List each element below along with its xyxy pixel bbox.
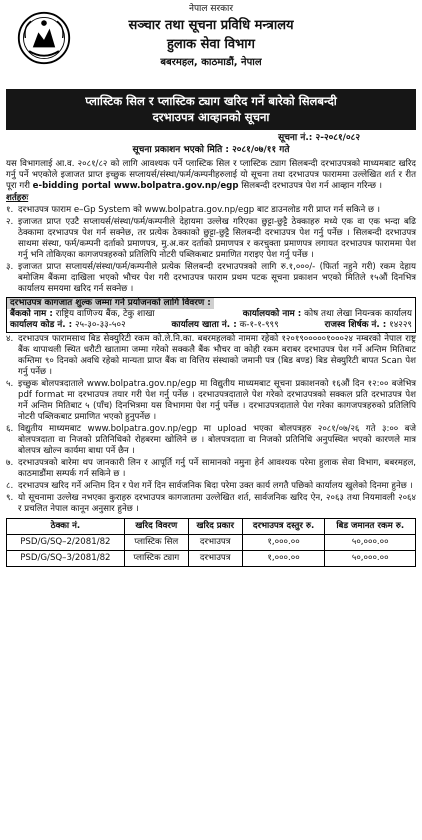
item-number: ९. <box>6 492 14 503</box>
cell-fee: १,०००.०० <box>242 550 325 566</box>
list-item <box>6 458 416 480</box>
list-item <box>6 262 416 295</box>
list-item <box>6 493 416 515</box>
fee-row <box>7 320 415 331</box>
address: बबरमहल, काठमाडौं, नेपाल <box>160 56 262 68</box>
revenue-info <box>325 320 412 331</box>
col-header-contract-no: ठेक्का नं. <box>7 518 125 534</box>
table-header-row <box>7 518 416 534</box>
item-text: दरभाउपत्र खरिद गर्ने अन्तिम दिन र पेश गर्ने दिन सार्वजनिक बिदा परेमा उक्त कार्य लगतै पछिको कार्यालय खुलेको दिनमा हुनेछ । <box>18 480 413 491</box>
item-number: ३. <box>6 261 14 272</box>
office-label: कार्यालयको नाम : <box>242 309 302 320</box>
table-row <box>7 534 416 550</box>
cell-description: प्लास्टिक ट्याग <box>124 550 188 566</box>
item-number: ७. <box>6 457 14 468</box>
item-text: विद्युतीय माध्यमबाट www.bolpatra.gov.np/egp मा upload भएका बोलपत्रहरु २०८१/०७/२६ गते ३:०० बजे बोलपत्रदाता वा निजको प्रतिनिधिको रोहबरमा खोलिने छ । बोलपत्रदाता वा निजको प्रतिनिधि अनुपस्थित भएको कारणले मात्र बोलपत्र खोल्न कार्यमा बाधा पर्ने छैन । <box>18 423 416 456</box>
list-item <box>6 205 416 216</box>
cell-contract-no: PSD/G/SQ–3/2081/82 <box>7 550 125 566</box>
intro-paragraph <box>6 159 416 192</box>
bank-info <box>10 309 155 320</box>
fee-row <box>7 309 415 320</box>
office-info <box>243 309 412 320</box>
revenue-label: राजस्व शिर्षक नं. : <box>324 320 387 331</box>
list-item <box>6 379 416 423</box>
cell-fee: १,०००.०० <box>242 534 325 550</box>
col-header-bid-security: बिड जमानत रकम रु. <box>325 518 416 534</box>
intro-portal: e-bidding portal www.bolpatra.gov.np/egp <box>32 180 239 191</box>
item-text: दरभाउपत्रको बारेमा थप जानकारी लिन र आपूर्ति गर्नु पर्ने सामानको नमुना हेर्न आवश्यक परेमा हुलाक सेवा विभाग, बबरमहल, काठमाडौंमा सम्पर्क गर्न सकिने छ । <box>18 457 416 479</box>
code-info <box>10 320 126 331</box>
intro-tail: सिलबन्दी दरभाउपत्र पेश गर्न आव्हान गरिन्छ । <box>241 180 382 191</box>
nepal-emblem-icon <box>16 10 72 66</box>
notice-number: सूचना नं.: २-२०८१/०८२ <box>278 132 360 143</box>
bank-label: बैंकको नाम : <box>10 309 53 320</box>
item-text: दरभाउपत्र फाराम e–Gp System को www.bolpatra.gov.np/egp बाट डाउनलोड गरी प्राप्त गर्न सकिने छ । <box>18 204 381 215</box>
item-number: १. <box>6 204 14 215</box>
cell-contract-no: PSD/G/SQ–2/2081/82 <box>7 534 125 550</box>
revenue-value: १४२२९ <box>389 320 412 331</box>
cell-bid-security: ५०,०००.०० <box>325 550 416 566</box>
fee-details-box <box>6 297 416 333</box>
item-text: इजाजत प्राप्त एउटै सप्लायर्स/संस्था/फर्म/कम्पनीले देहायमा उल्लेख गरिएका छुट्टा-छुट्टै ठेक्काहरु मध्ये एक वा एक भन्दा बढि ठेक्कामा दरभाउपत्र पेश गर्न सक्नेछ, तर प्रत्येक ठेक्काको छुट्टा-छुट्टै सिलबन्दी दरभाउपत्र पेश गर्नु पर्नेछ । सिलबन्दी दरभाउपत्र साथमा संस्था, फर्म/कम्पनी दर्ताको प्रमाणपत्र, मु.अ.कर दर्ताको प्रमाणपत्र र करचुक्ता प्रमाणपत्र लगायत दरभाउपत्र फाराममा पेश गर्नु भनि तोकिएका कागजपत्रहरुको प्रतिलिपि नोटरी पब्लिकबाट प्रमाणित गराइए पेश गर्नु पर्नेछ । <box>18 216 416 260</box>
account-value: क-१-१-९९९ <box>239 320 279 331</box>
title-line-2: दरभाउपत्र आव्हानको सूचना <box>152 110 270 125</box>
account-label: कार्यालय खाता नं. : <box>171 320 237 331</box>
department-name: हुलाक सेवा विभाग <box>167 37 255 53</box>
bank-value: राष्ट्रिय वाणिज्य बैंक, टेकु शाखा <box>55 309 155 320</box>
item-text: दरभाउपत्र फारामसाथ बिड सेक्युरिटी रकम को.ले.नि.का. बबरमहलको नाममा रहेको १२०१९०००००१०००२४ नम्बरको नेपाल राष्ट्र बैंक थापाथली स्थित धरौटी खातामा जम्मा गरेको सक्कलै बैंक भौचर वा कोही रकम बराबर दरभाउपत्र पेश गर्ने अन्तिम मितिबाट कम्तिमा ९० दिनको अवधि रहेको मान्यता प्राप्त बैंक वा वित्तिय संस्थाको जमानी पत्र (बिड बण्ड) बिड सेक्युरिटी बापत Scan पेश गर्नु पर्नेछ । <box>18 333 416 377</box>
item-number: ५. <box>6 378 14 389</box>
item-number: ६. <box>6 423 14 434</box>
cell-type: दरभाउपत्र <box>188 534 242 550</box>
title-line-1: प्लास्टिक सिल र प्लास्टिक ट्याग खरिद गर्ने बारेको सिलबन्दी <box>85 94 337 108</box>
list-item <box>6 334 416 378</box>
table-row <box>7 550 416 566</box>
code-label: कार्यालय कोड नं. : <box>10 320 73 331</box>
code-value: २५-३०-३३-५०२ <box>74 320 126 331</box>
terms-heading: शर्तहरुः <box>6 192 29 203</box>
office-value: कोष तथा लेखा नियन्त्रक कार्यालय <box>304 309 412 320</box>
item-text: इजाजत प्राप्त सप्लायर्स/संस्था/फर्म/कम्पनीले प्रत्येक सिलबन्दी दरभाउपत्रको लागि रु.१,०००/- (फिर्ता नहुने गरी) रकम देहाय बमोजिम बैंकमा दाखिला भएको भौचर पेश गरी दरभाउपत्र फाराम प्रथम पटक सूचना प्रकाशन भएको मितिले १५औं दिनभित्र कार्यालय समयमा खरिद गर्न सक्नेछ । <box>18 261 416 294</box>
cell-description: प्लास्टिक सिल <box>124 534 188 550</box>
publish-date: सूचना प्रकाशन भएको मिति : २०८१/०७/११ गते <box>132 145 290 156</box>
item-number: २. <box>6 216 14 227</box>
contracts-table <box>6 518 416 567</box>
gov-name: नेपाल सरकार <box>188 4 234 14</box>
account-info <box>172 320 279 331</box>
col-header-type: खरिद प्रकार <box>188 518 242 534</box>
item-number: ४. <box>6 333 14 344</box>
item-text: इच्छुक बोलपत्रदाताले www.bolpatra.gov.np/egp मा विद्युतीय माध्यमबाट सूचना प्रकाशनको १६औं दिन १२:०० बजेभित्र pdf format मा दरभाउपत्र तयार गरी पेश गर्नु पर्नेछ । दरभाउपत्रदाताले पेश गरेको दरभाउपत्रको सक्कल प्रति दरभाउपत्र पेश गर्ने अन्तिम मितिबाट ५ (पाँच) दिनभित्रमा यस विभागमा पेश गर्नु पर्नेछ । दरभाउपत्रदाताले पेश गरेका कागजपत्रहरुको प्रतिलिपि नोटरी पब्लिकबाट प्रमाणित भएको हुनुपर्नेछ । <box>18 378 416 422</box>
ministry-name: सञ्चार तथा सूचना प्रविधि मन्त्रालय <box>128 17 294 33</box>
cell-type: दरभाउपत्र <box>188 550 242 566</box>
fee-heading: दरभाउपत्र कागजात शुल्क जम्मा गर्ने प्रयोजनको लागि विवरण : <box>7 298 214 309</box>
cell-bid-security: ५०,०००.०० <box>325 534 416 550</box>
list-item <box>6 481 416 492</box>
list-item <box>6 217 416 261</box>
col-header-description: खरिद विवरण <box>124 518 188 534</box>
intro-text: यस विभागलाई आ.व. २०८१/८२ को लागि आवश्यक पर्ने प्लास्टिक सिल र प्लास्टिक ट्याग सिलबन्दी दरभाउपत्रको माध्यमबाट खरिद गर्नु पर्ने भएकोले इजाजत प्राप्त इच्छुक सप्लायर्स/संस्था/फर्म/कम्पनीहरुलाई यो सूचना तथा दरभाउपत्र फाराममा उल्लेखित शर्त र रीत पूरा गरी <box>6 158 416 191</box>
item-number: ८. <box>6 480 14 491</box>
col-header-fee: दरभाउपत्र दस्तुर रु. <box>242 518 325 534</box>
item-text: यो सूचनामा उल्लेख नभएका कुराहरु दरभाउपत्र कागजातमा उल्लेखित शर्त, सार्वजनिक खरिद ऐन, २०६३ तथा नियमावली २०६४ र प्रचलित नेपाल कानून अनुसार हुनेछ । <box>18 492 416 514</box>
header <box>6 4 416 86</box>
notice-title <box>6 89 416 130</box>
list-item <box>6 424 416 457</box>
